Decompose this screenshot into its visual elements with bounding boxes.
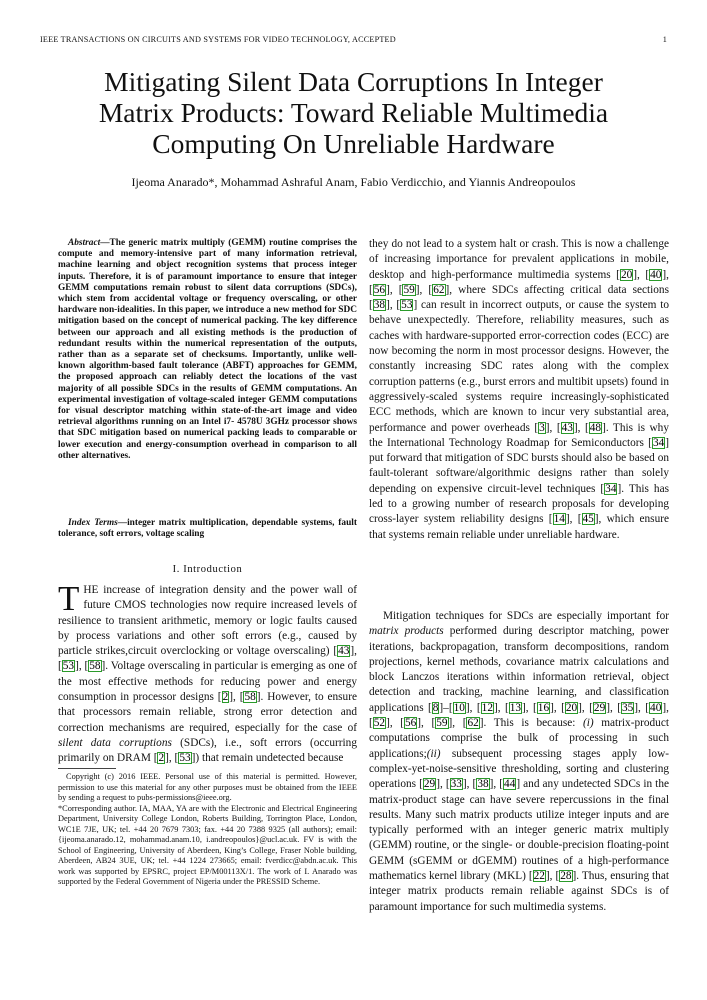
citation-link[interactable]: 22	[533, 870, 545, 883]
citation-link[interactable]: 53	[62, 660, 75, 673]
citation-link[interactable]: 58	[244, 691, 256, 704]
citation-link[interactable]: 40	[650, 268, 662, 281]
text: ], [	[436, 778, 450, 791]
copyright-notice: Copyright (c) 2016 IEEE. Personal use of this material is permitted. However, permission to use this material for any other purposes must be obtained from the IEEE by sending a request to pubs-permissions@ieee.org.	[58, 772, 357, 802]
section-heading: I. Introduction	[172, 564, 243, 575]
citation-link[interactable]: 53	[401, 299, 413, 312]
index-terms	[58, 518, 357, 540]
citation-link[interactable]: 35	[621, 701, 634, 714]
citation-link[interactable]: 28	[560, 870, 572, 883]
citation-link[interactable]: 29	[423, 778, 436, 791]
corresponding-author-note: *Corresponding author. IA, MAA, YA are with the Electronic and Electrical Engineering Department, University College London, Roberts Building, Torrington Place, London, WC1E 7JE, UK; tel. +44 20 7679 7303; fax. +44 20 7388 9325 (all authors); email: {ijeoma.anarado.12, mohammad.anam.10, i.andreopoulos}@ucl.ac.uk. FV is with the School of Engineering, University of Aberdeen, King’s College, Fraser Noble building, Aberdeen, AB24 3UE, UK; tel. +44 1224 273665; email: fverdicc@abdn.ac.uk. This work was supported by EPSRC, project EP/M00113X/1. The work of I. Anarado was supported by the Federal Government of Nigeria under the PRESSID Scheme.	[58, 803, 357, 886]
text: ], [	[462, 778, 477, 791]
text: ], [	[417, 717, 436, 730]
citation-link[interactable]: 53	[179, 752, 191, 765]
text: ], [	[369, 701, 669, 730]
text: ], [	[369, 268, 669, 296]
title-line: Computing On Unreliable Hardware	[152, 128, 555, 159]
text: ], [	[465, 701, 481, 714]
abstract	[58, 238, 357, 462]
text: ], [	[606, 701, 621, 714]
index-terms-text: —integer matrix multiplication, dependable systems, fault tolerance, soft errors, voltage scaling	[58, 518, 357, 540]
citation-link[interactable]: 38	[477, 778, 489, 791]
text: subsequent processing stages apply low-complex-yet-noise-sensitive thresholding, sorting and clustering operations [	[369, 747, 669, 791]
citation-link[interactable]: 34	[605, 482, 617, 495]
citation-link[interactable]: 10	[453, 701, 465, 714]
citation-link[interactable]: 3	[539, 421, 545, 434]
text: ] and any undetected SDCs in the matrix-product stage can have severe repercussions in the final results. Many such matrix products utilize integer inputs and are typically performed with an integer generic matrix multiply (GEMM) routine, or the single- or double-precision floating-point GEMM (sGEMM or dGEMM) routines of a high-performance mathematics kernel library (MKL) [	[369, 778, 669, 883]
abstract-text: —The generic matrix multiply (GEMM) routine comprises the compute and memory-intensive part of many information retrieval, machine learning and object recognition systems that process integer inputs. Therefore, it is of paramount importance to ensure that integer GEMM computations remain robust to silent data corruptions (SDCs), which stem from accidental voltage or frequency overscaling, or other hardware non-idealities. In this paper, we introduce a new method for SDC mitigation based on the concept of numerical packing. The key difference between our approach and all existing methods is the production of redundant results within the numerical representation of the outputs, rather than as a separate set of checksums. Importantly, unlike well-known algorithm-based fault tolerance (ABFT) approaches for GEMM, the proposed approach can reliably detect the locations of the vast majority of all possible SDCs in the results of GEMM computations. An experimental investigation of voltage-scaled integer GEMM computations for visual descriptor matching within state-of-the-art image and video retrieval algorithms running on an Intel i7- 4578U 3GHz processor shows that SDC mitigation based on numerical packing leads to comparable or lower execution and energy-consumption overhead in comparison to all other alternatives.	[58, 238, 357, 461]
citation-link[interactable]: 20	[565, 701, 578, 714]
text: HE increase of integration density and the power wall of future CMOS technologies now require increased levels of resilience to transient arithmetic, memory or logic faults caused by process variations and other soft errors (e.g., caused by particle strikes,circuit overclocking or voltage overscaling) [	[58, 584, 357, 658]
citation-link[interactable]: 33	[450, 778, 462, 791]
index-terms-label: Index Terms	[68, 518, 118, 528]
running-header	[40, 35, 667, 44]
citation-link[interactable]: 62	[467, 717, 479, 730]
text: ], which ensure that systems remain reliable under unreliable hardware.	[369, 513, 670, 541]
text: ], [	[489, 778, 504, 791]
text: ] can result in incorrect outputs, or cause the system to behave unexpectedly. Therefore, reliability measures, such as caches with hardware-supported error-correction codes (ECC) are now becoming the norm in most processor designs. However, the constantly increasing SDC rates along with the complex corruption patterns (e.g., burst errors and multibit upsets) found in aggressively-scaled systems require increasingly-sophisticated ECC methods, which are known to incur very substantial area, performance and power overheads [	[369, 299, 669, 434]
author-list: Ijeoma Anarado*, Mohammad Ashraful Anam, Fabio Verdicchio, and Yiannis Andreopoulos	[131, 175, 576, 189]
citation-link[interactable]: 44	[504, 778, 516, 791]
text: ], [	[550, 701, 565, 714]
text: ], [	[545, 870, 560, 883]
page-number: 1	[662, 35, 667, 44]
citation-link[interactable]: 48	[589, 421, 602, 434]
text: ]. This is because:	[479, 717, 583, 730]
text: ], [	[58, 645, 357, 673]
citation-link[interactable]: 2	[158, 752, 165, 765]
text: ]. This is why the International Technology Roadmap for Semiconductors [	[369, 421, 669, 449]
text: ], [	[165, 752, 179, 765]
text: ]. This has led to a growing number of research proposals for developing cross-layer system reliability designs [	[369, 482, 669, 526]
text: Mitigation techniques for SDCs are especially important for	[383, 610, 669, 622]
text: matrix-product computations comprise the bulk of processing in such applications;	[369, 717, 669, 760]
text: ], [	[415, 283, 433, 296]
text: ]) that remain undetected because	[191, 752, 344, 765]
text: ], [	[386, 283, 403, 296]
paper-title	[40, 66, 667, 159]
citation-link[interactable]: 16	[537, 701, 550, 714]
title-line: Matrix Products: Toward Reliable Multimedia	[98, 97, 609, 128]
text: ]. However, to ensure that processors remain reliable, strong error detection and correction mechanisms are required, especially for the case of	[58, 691, 357, 734]
citation-link[interactable]: 59	[436, 717, 448, 730]
emphasis: silent data corruptions	[58, 736, 172, 749]
text: ], [	[493, 701, 509, 714]
emphasis: matrix products	[369, 625, 444, 638]
drop-cap: T	[58, 579, 80, 618]
citation-link[interactable]: 56	[405, 717, 417, 730]
citation-link[interactable]: 56	[373, 283, 386, 296]
citation-link[interactable]: 13	[509, 701, 522, 714]
text: ] put forward that mitigation of SDC bursts should also be based on fault-tolerant software/algorithmic designs rather than solely depending on expensive circuit-level techniques [	[369, 436, 669, 495]
abstract-label: Abstract	[68, 238, 101, 248]
text: ], [	[229, 691, 244, 704]
citation-link[interactable]: 43	[338, 645, 350, 658]
text: ]. Voltage overscaling in particular is emerging as one of the most effective methods for reducing power and energy consumption in processor designs [	[58, 660, 357, 704]
journal-name: IEEE TRANSACTIONS ON CIRCUITS AND SYSTEMS FOR VIDEO TECHNOLOGY, ACCEPTED	[40, 35, 396, 44]
text: ]–[	[439, 701, 453, 714]
intro-paragraph	[58, 579, 357, 767]
citation-link[interactable]: 40	[650, 701, 662, 714]
citation-link[interactable]: 52	[373, 717, 386, 730]
text: ], where SDCs affecting critical data sections [	[369, 283, 669, 312]
citation-link[interactable]: 43	[561, 421, 573, 434]
text: ], [	[448, 717, 467, 730]
citation-link[interactable]: 59	[403, 283, 415, 296]
citation-link[interactable]: 20	[620, 268, 633, 281]
citation-link[interactable]: 14	[553, 513, 565, 526]
matrix-products-paragraph	[369, 609, 669, 915]
emphasis: (i)	[582, 717, 594, 730]
text: ], [	[565, 513, 582, 526]
citation-link[interactable]: 2	[222, 691, 229, 704]
citation-link[interactable]: 45	[582, 513, 594, 526]
citation-link[interactable]: 8	[432, 701, 439, 714]
text: ], [	[634, 701, 650, 714]
footnote-rule	[58, 768, 116, 769]
title-line: Mitigating Silent Data Corruptions In Integer	[104, 66, 603, 97]
text: ], [	[545, 421, 561, 434]
text: performed during descriptor matching, power iterations, backpropagation, transform decompositions, random projections, kernel methods, covariance matrix calculations and block Lanczos iterations within information retrieval, object detection and tracking, machine learning, and classification applications [	[369, 625, 669, 714]
citation-link[interactable]: 12	[481, 701, 493, 714]
intro-paragraph-continued	[369, 237, 669, 543]
text: ]. Thus, ensuring that integer matrix products remain reliable against SDCs is of paramount importance for such multimedia systems.	[369, 870, 669, 913]
citation-link[interactable]: 58	[89, 660, 101, 673]
citation-link[interactable]: 34	[652, 436, 665, 449]
text: (SDCs), i.e., soft errors (occurring primarily on DRAM [	[58, 736, 357, 765]
text: ], [	[633, 268, 650, 281]
citation-link[interactable]: 62	[433, 283, 445, 296]
text: ], [	[573, 421, 589, 434]
text: they do not lead to a system halt or crash. This is now a challenge of increasing importance for prevalent applications in mobile, desktop and high-performance multimedia systems [	[369, 238, 669, 281]
emphasis: (ii)	[426, 747, 441, 760]
text: ], [	[386, 299, 401, 312]
text: ], [	[522, 701, 537, 714]
citation-link[interactable]: 38	[373, 299, 386, 312]
text: ], [	[75, 660, 89, 673]
footnote	[58, 772, 357, 888]
citation-link[interactable]: 29	[593, 701, 606, 714]
text: ], [	[386, 717, 404, 730]
text: ], [	[578, 701, 593, 714]
